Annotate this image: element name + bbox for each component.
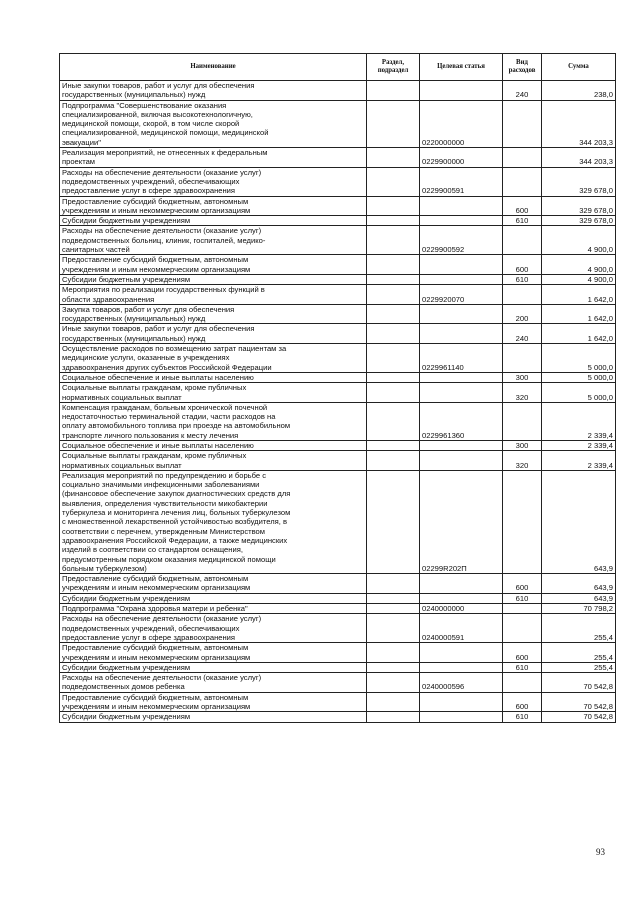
row-code-cell [420, 81, 503, 101]
row-section-cell [367, 344, 420, 373]
row-type-cell: 600 [503, 643, 542, 663]
row-name-cell: Иные закупки товаров, работ и услуг для обеспечения государственных (муниципальных) нужд [60, 81, 367, 101]
row-name-cell: Реализация мероприятий по предупреждению и борьбе с социально значимыми инфекционными заболеваниями (финансовое обеспечение закупок диагностических средств для выявления, определения чувствительности микобактерии туберкулеза и мониторинга лечения лиц, больных туберкулезом с множественной лекарственной устойчивостью возбудителя, в соответствии с перечнем, утвержденным Министерством здравоохранения Российской Федерации, а также медицинских изделий в соответствии со стандартом оснащения, предусмотренным порядком оказания медицинской помощи больным туберкулезом) [60, 470, 367, 573]
header-expense-type: Вид расходов [503, 54, 542, 81]
row-code-cell: 0229961140 [420, 344, 503, 373]
row-section-cell [367, 226, 420, 255]
table-row [60, 372, 616, 382]
row-type-cell: 600 [503, 255, 542, 275]
row-code-cell: 0229900000 [420, 148, 503, 168]
table-header-row [60, 54, 616, 81]
table-row [60, 148, 616, 168]
row-type-cell: 610 [503, 712, 542, 722]
row-type-cell: 320 [503, 383, 542, 403]
row-section-cell [367, 216, 420, 226]
row-type-cell: 240 [503, 324, 542, 344]
table-row [60, 324, 616, 344]
row-type-cell: 600 [503, 692, 542, 712]
row-code-cell: 0240000591 [420, 614, 503, 643]
table-row [60, 712, 616, 722]
header-name: Наименование [60, 54, 367, 81]
row-type-cell: 300 [503, 440, 542, 450]
row-code-cell [420, 662, 503, 672]
row-name-cell: Предоставление субсидий бюджетным, автономным учреждениям и иным некоммерческим организациям [60, 574, 367, 594]
row-name-cell: Социальное обеспечение и иные выплаты населению [60, 372, 367, 382]
row-section-cell [367, 673, 420, 693]
row-type-cell [503, 470, 542, 573]
row-name-cell: Предоставление субсидий бюджетным, автономным учреждениям и иным некоммерческим организациям [60, 643, 367, 663]
row-type-cell: 610 [503, 662, 542, 672]
row-type-cell: 610 [503, 274, 542, 284]
row-type-cell: 610 [503, 216, 542, 226]
row-section-cell [367, 372, 420, 382]
row-name-cell: Реализация мероприятий, не отнесенных к федеральным проектам [60, 148, 367, 168]
row-code-cell: 0240000596 [420, 673, 503, 693]
row-section-cell [367, 274, 420, 284]
header-sum: Сумма [542, 54, 616, 81]
row-sum-cell: 255,4 [542, 614, 616, 643]
row-name-cell: Расходы на обеспечение деятельности (оказание услуг) подведомственных больниц, клиник, госпиталей, медико- санитарных частей [60, 226, 367, 255]
row-type-cell: 300 [503, 372, 542, 382]
row-sum-cell: 1 642,0 [542, 324, 616, 344]
row-sum-cell: 643,9 [542, 574, 616, 594]
table-row [60, 614, 616, 643]
row-type-cell [503, 148, 542, 168]
table-row [60, 81, 616, 101]
row-code-cell [420, 216, 503, 226]
row-name-cell: Предоставление субсидий бюджетным, автономным учреждениям и иным некоммерческим организациям [60, 196, 367, 216]
row-name-cell: Социальные выплаты гражданам, кроме публичных нормативных социальных выплат [60, 383, 367, 403]
row-section-cell [367, 148, 420, 168]
row-name-cell: Мероприятия по реализации государственных функций в области здравоохранения [60, 285, 367, 305]
row-code-cell [420, 712, 503, 722]
row-code-cell: 02299R202П [420, 470, 503, 573]
budget-table [59, 53, 616, 723]
row-code-cell [420, 383, 503, 403]
row-sum-cell: 5 000,0 [542, 372, 616, 382]
row-code-cell [420, 643, 503, 663]
row-sum-cell: 329 678,0 [542, 167, 616, 196]
row-code-cell [420, 304, 503, 324]
row-section-cell [367, 100, 420, 147]
row-section-cell [367, 451, 420, 471]
row-section-cell [367, 593, 420, 603]
row-sum-cell: 70 542,8 [542, 692, 616, 712]
table-row [60, 440, 616, 450]
row-type-cell [503, 402, 542, 440]
row-name-cell: Социальное обеспечение и иные выплаты населению [60, 440, 367, 450]
row-sum-cell: 4 900,0 [542, 274, 616, 284]
row-name-cell: Подпрограмма "Охрана здоровья матери и ребенка" [60, 604, 367, 614]
row-section-cell [367, 255, 420, 275]
table-row [60, 451, 616, 471]
row-sum-cell: 2 339,4 [542, 451, 616, 471]
row-section-cell [367, 662, 420, 672]
row-code-cell [420, 372, 503, 382]
row-section-cell [367, 692, 420, 712]
row-code-cell: 0229900591 [420, 167, 503, 196]
table-row [60, 344, 616, 373]
table-row [60, 673, 616, 693]
row-sum-cell: 238,0 [542, 81, 616, 101]
row-type-cell: 200 [503, 304, 542, 324]
row-code-cell [420, 324, 503, 344]
table-row [60, 304, 616, 324]
row-type-cell [503, 344, 542, 373]
row-name-cell: Субсидии бюджетным учреждениям [60, 712, 367, 722]
row-sum-cell: 643,9 [542, 593, 616, 603]
row-sum-cell: 255,4 [542, 662, 616, 672]
table-row [60, 662, 616, 672]
row-sum-cell: 70 798,2 [542, 604, 616, 614]
row-sum-cell: 1 642,0 [542, 285, 616, 305]
page-number: 93 [596, 847, 605, 857]
row-sum-cell: 4 900,0 [542, 226, 616, 255]
row-section-cell [367, 604, 420, 614]
row-sum-cell: 5 000,0 [542, 344, 616, 373]
table-row [60, 692, 616, 712]
row-name-cell: Расходы на обеспечение деятельности (оказание услуг) подведомственных домов ребенка [60, 673, 367, 693]
row-type-cell [503, 673, 542, 693]
table-row [60, 255, 616, 275]
row-section-cell [367, 304, 420, 324]
row-name-cell: Компенсация гражданам, больным хронической почечной недостаточностью терминальной стадии, части расходов на оплату автомобильного топлива при проезде на автомобильном транспорте личного пользования к месту лечения [60, 402, 367, 440]
row-sum-cell: 344 203,3 [542, 148, 616, 168]
row-name-cell: Закупка товаров, работ и услуг для обеспечения государственных (муниципальных) нужд [60, 304, 367, 324]
header-target-code: Целевая статья [420, 54, 503, 81]
row-sum-cell: 4 900,0 [542, 255, 616, 275]
row-type-cell [503, 285, 542, 305]
row-type-cell: 600 [503, 196, 542, 216]
row-section-cell [367, 324, 420, 344]
row-name-cell: Подпрограмма "Совершенствование оказания специализированной, включая высокотехнологичную, медицинской помощи, скорой, в том числе скорой специализированной, медицинской помощи, медицинской эвакуации" [60, 100, 367, 147]
row-code-cell [420, 255, 503, 275]
row-code-cell [420, 593, 503, 603]
row-sum-cell: 329 678,0 [542, 216, 616, 226]
row-name-cell: Расходы на обеспечение деятельности (оказание услуг) подведомственных учреждений, обеспечивающих предоставление услуг в сфере здравоохранения [60, 167, 367, 196]
table-row [60, 100, 616, 147]
row-section-cell [367, 167, 420, 196]
row-section-cell [367, 574, 420, 594]
table-row [60, 383, 616, 403]
row-sum-cell: 344 203,3 [542, 100, 616, 147]
row-type-cell [503, 614, 542, 643]
row-sum-cell: 70 542,8 [542, 712, 616, 722]
row-section-cell [367, 614, 420, 643]
row-sum-cell: 255,4 [542, 643, 616, 663]
row-section-cell [367, 402, 420, 440]
row-name-cell: Субсидии бюджетным учреждениям [60, 216, 367, 226]
table-row [60, 226, 616, 255]
row-code-cell [420, 451, 503, 471]
header-section: Раздел, подраздел [367, 54, 420, 81]
row-code-cell: 0229920070 [420, 285, 503, 305]
row-name-cell: Субсидии бюджетным учреждениям [60, 593, 367, 603]
table-row [60, 470, 616, 573]
row-section-cell [367, 470, 420, 573]
row-type-cell: 320 [503, 451, 542, 471]
row-code-cell [420, 692, 503, 712]
table-row [60, 274, 616, 284]
row-code-cell [420, 196, 503, 216]
table-row [60, 643, 616, 663]
row-type-cell: 610 [503, 593, 542, 603]
row-sum-cell: 5 000,0 [542, 383, 616, 403]
row-name-cell: Предоставление субсидий бюджетным, автономным учреждениям и иным некоммерческим организациям [60, 255, 367, 275]
row-section-cell [367, 285, 420, 305]
row-type-cell [503, 604, 542, 614]
row-sum-cell: 1 642,0 [542, 304, 616, 324]
row-section-cell [367, 383, 420, 403]
row-name-cell: Иные закупки товаров, работ и услуг для обеспечения государственных (муниципальных) нужд [60, 324, 367, 344]
row-type-cell [503, 226, 542, 255]
table-row [60, 167, 616, 196]
row-code-cell [420, 274, 503, 284]
row-sum-cell: 643,9 [542, 470, 616, 573]
row-type-cell: 240 [503, 81, 542, 101]
table-row [60, 216, 616, 226]
row-type-cell [503, 167, 542, 196]
row-sum-cell: 70 542,8 [542, 673, 616, 693]
row-type-cell: 600 [503, 574, 542, 594]
row-section-cell [367, 440, 420, 450]
row-sum-cell: 329 678,0 [542, 196, 616, 216]
row-code-cell [420, 440, 503, 450]
row-section-cell [367, 196, 420, 216]
row-name-cell: Субсидии бюджетным учреждениям [60, 274, 367, 284]
row-code-cell: 0229961360 [420, 402, 503, 440]
row-code-cell: 0220000000 [420, 100, 503, 147]
row-section-cell [367, 643, 420, 663]
table-row [60, 574, 616, 594]
table-row [60, 285, 616, 305]
row-name-cell: Предоставление субсидий бюджетным, автономным учреждениям и иным некоммерческим организациям [60, 692, 367, 712]
row-sum-cell: 2 339,4 [542, 440, 616, 450]
table-row [60, 402, 616, 440]
row-name-cell: Субсидии бюджетным учреждениям [60, 662, 367, 672]
table-row [60, 196, 616, 216]
row-type-cell [503, 100, 542, 147]
table-row [60, 593, 616, 603]
row-section-cell [367, 81, 420, 101]
row-code-cell: 0229900592 [420, 226, 503, 255]
table-row [60, 604, 616, 614]
row-section-cell [367, 712, 420, 722]
row-sum-cell: 2 339,4 [542, 402, 616, 440]
row-name-cell: Расходы на обеспечение деятельности (оказание услуг) подведомственных учреждений, обеспечивающих предоставление услуг в сфере здравоохранения [60, 614, 367, 643]
row-name-cell: Осуществление расходов по возмещению затрат пациентам за медицинские услуги, оказанные в учреждениях здравоохранения других субъектов Российской Федерации [60, 344, 367, 373]
table-body [60, 81, 616, 723]
row-name-cell: Социальные выплаты гражданам, кроме публичных нормативных социальных выплат [60, 451, 367, 471]
row-code-cell: 0240000000 [420, 604, 503, 614]
row-code-cell [420, 574, 503, 594]
